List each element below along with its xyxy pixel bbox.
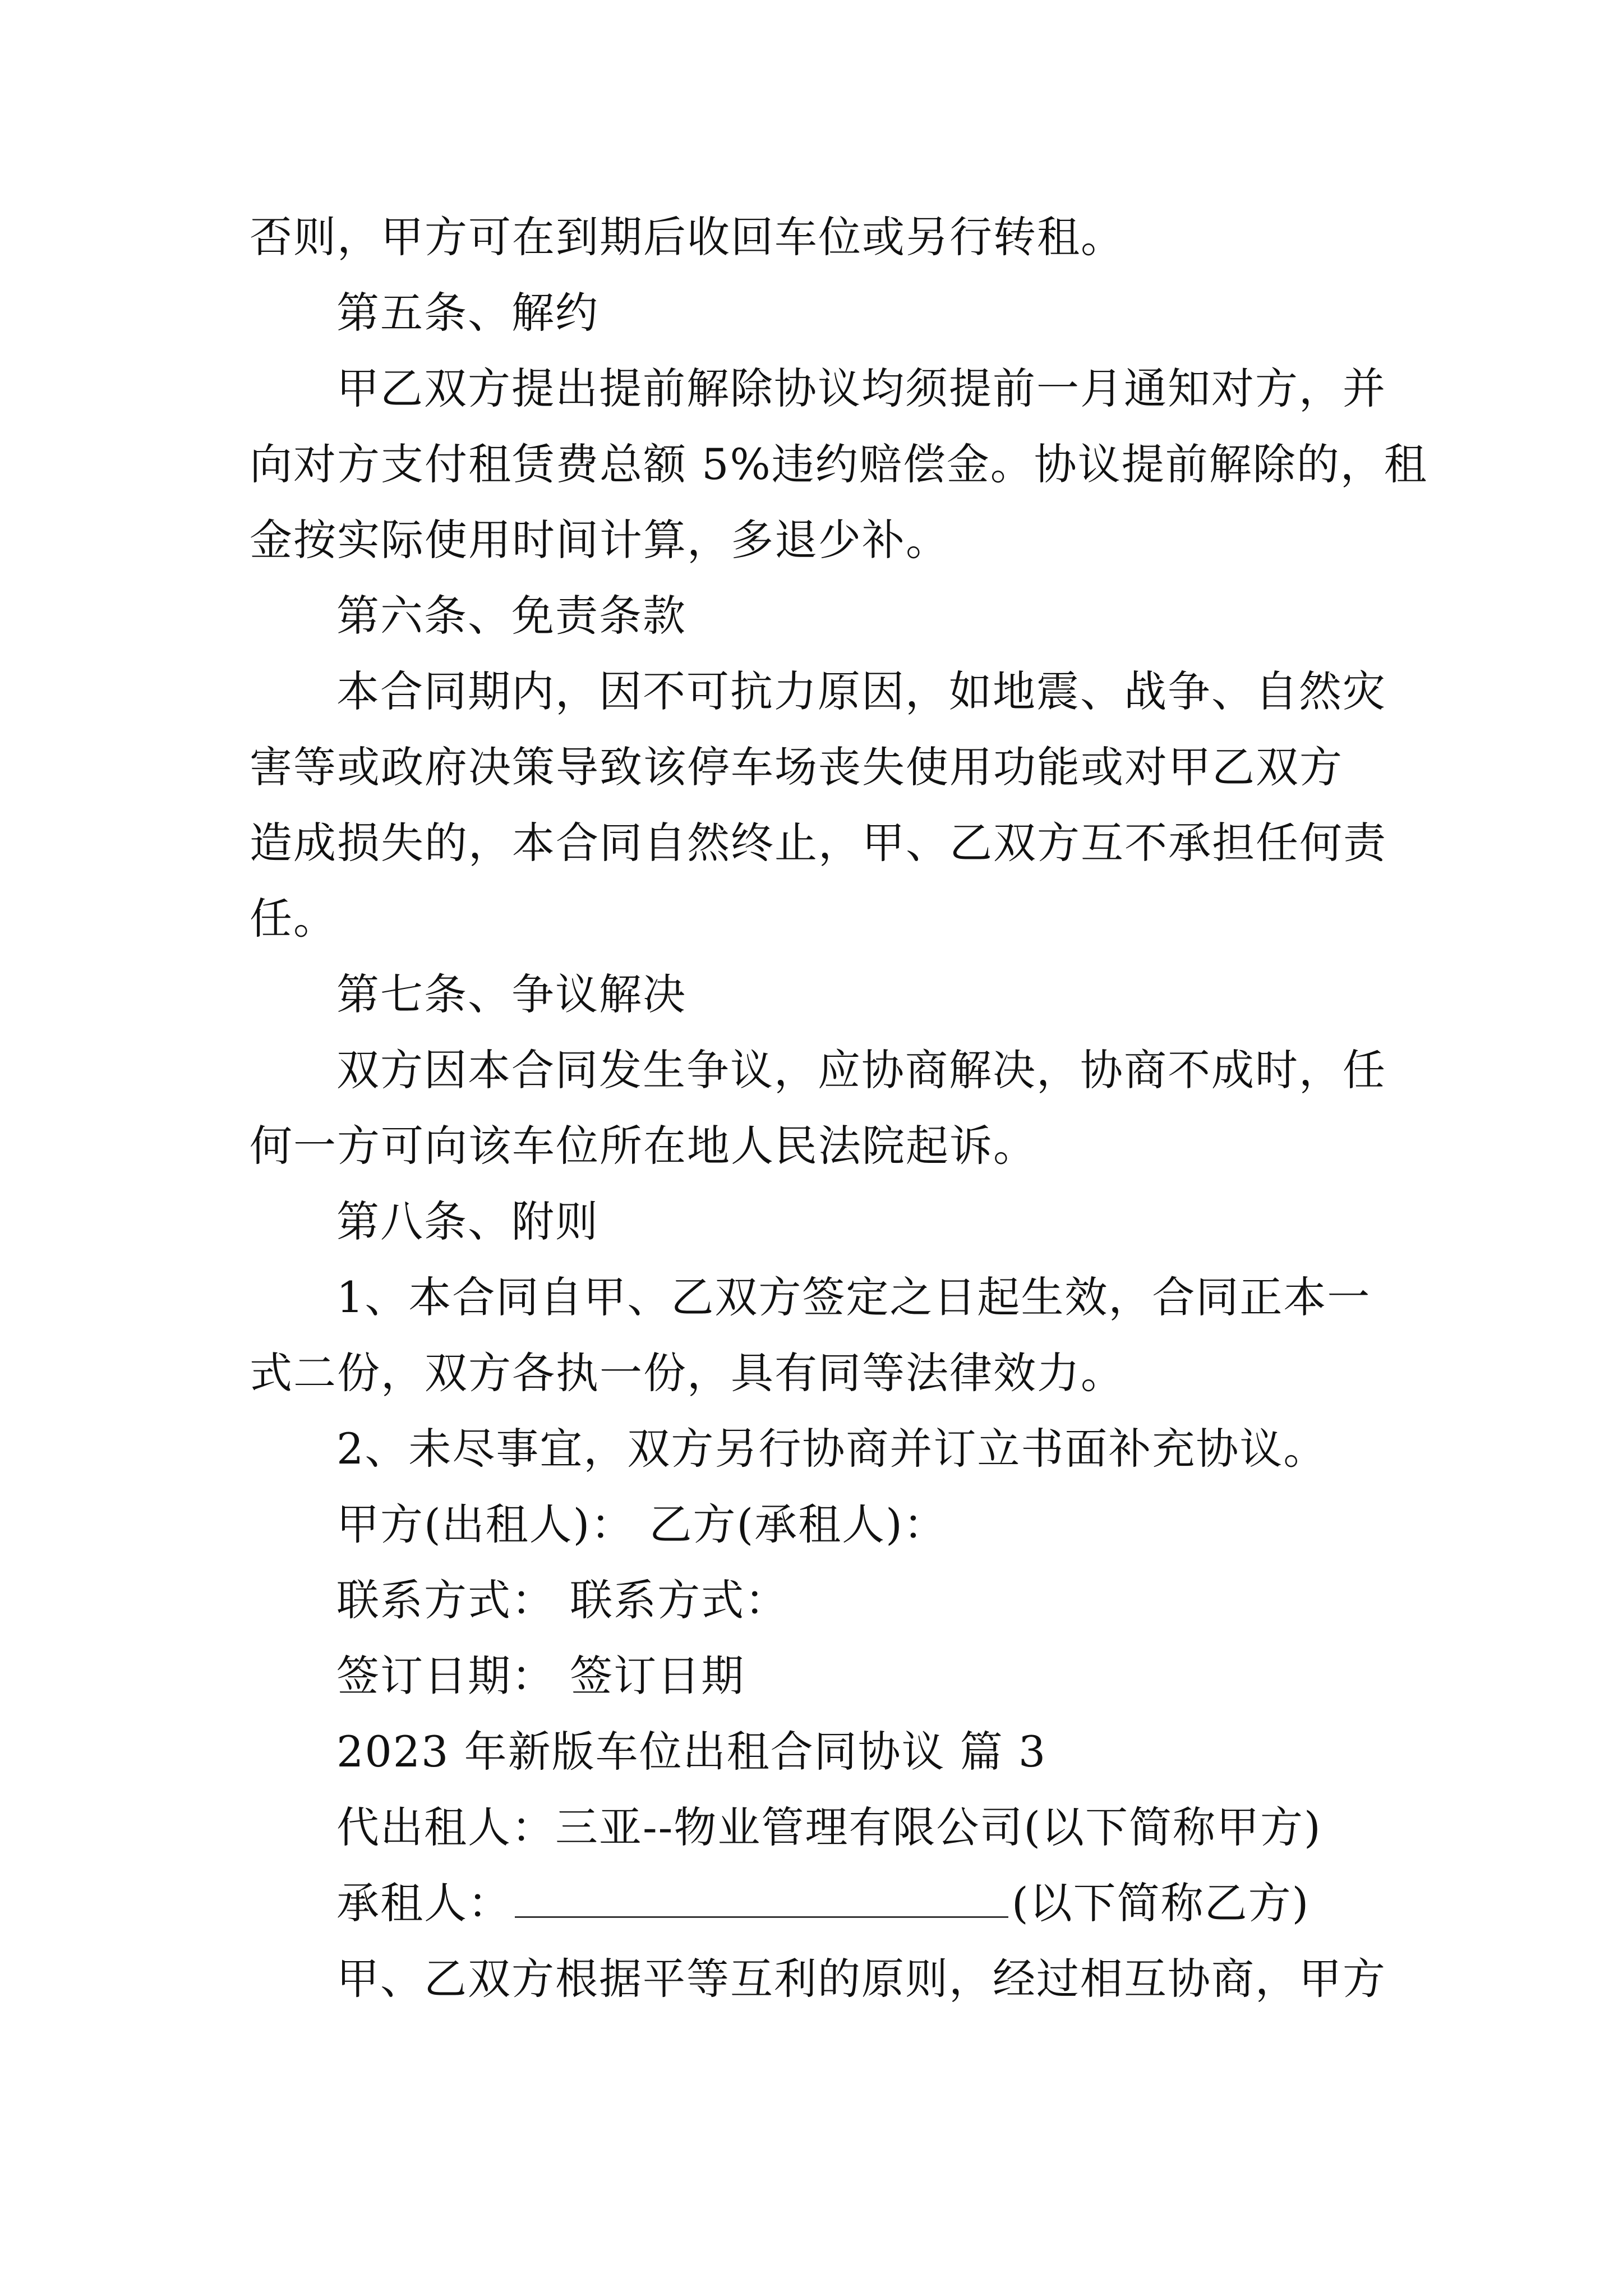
paragraph-line: 向对方支付租赁费总额 5%违约赔偿金。协议提前解除的，租 xyxy=(250,439,1428,489)
paragraph-line: 式二份，双方各执一份，具有同等法律效力。 xyxy=(250,1348,1124,1398)
lessee-line xyxy=(336,1878,1475,1929)
lessee-blank xyxy=(515,1913,1008,1918)
signature-line-date: 签订日期： 签订日期 xyxy=(336,1651,745,1701)
paragraph-line: 造成损失的，本合同自然终止，甲、乙双方互不承担任何责 xyxy=(250,818,1387,868)
paragraph-line: 甲乙双方提出提前解除协议均须提前一月通知对方，并 xyxy=(336,364,1386,413)
paragraph-line: 金按实际使用时间计算，多退少补。 xyxy=(250,515,949,565)
section-title: 2023 年新版车位出租合同协议 篇 3 xyxy=(336,1727,1047,1777)
paragraph-line: 任。 xyxy=(250,894,337,944)
paragraph-line: 双方因本合同发生争议，应协商解决，协商不成时，任 xyxy=(336,1045,1386,1095)
article-heading: 第五条、解约 xyxy=(336,288,599,338)
lessee-label: 承租人： xyxy=(336,1878,511,1928)
article-heading: 第六条、免责条款 xyxy=(336,591,686,641)
paragraph-line: 否则，甲方可在到期后收回车位或另行转租。 xyxy=(250,212,1124,262)
paragraph-line: 2、未尽事宜，双方另行协商并订立书面补充协议。 xyxy=(336,1424,1327,1474)
signature-line-parties: 甲方(出租人)： 乙方(承租人)： xyxy=(336,1499,947,1549)
paragraph-line: 何一方可向该车位所在地人民法院起诉。 xyxy=(250,1121,1037,1171)
article-heading: 第八条、附则 xyxy=(336,1197,599,1246)
article-heading: 第七条、争议解决 xyxy=(336,969,686,1019)
lessee-suffix: (以下简称乙方) xyxy=(1012,1878,1310,1928)
paragraph-line: 1、本合同自甲、乙双方签定之日起生效，合同正本一 xyxy=(336,1272,1371,1322)
lessor-line: 代出租人：三亚--物业管理有限公司(以下简称甲方) xyxy=(336,1802,1322,1852)
paragraph-line: 害等或政府决策导致该停车场丧失使用功能或对甲乙双方 xyxy=(250,742,1343,792)
paragraph-line: 甲、乙双方根据平等互利的原则，经过相互协商，甲方 xyxy=(336,1954,1386,2004)
paragraph-line: 本合同期内，因不可抗力原因，如地震、战争、自然灾 xyxy=(336,666,1386,716)
signature-line-contact: 联系方式： 联系方式： xyxy=(336,1575,789,1625)
